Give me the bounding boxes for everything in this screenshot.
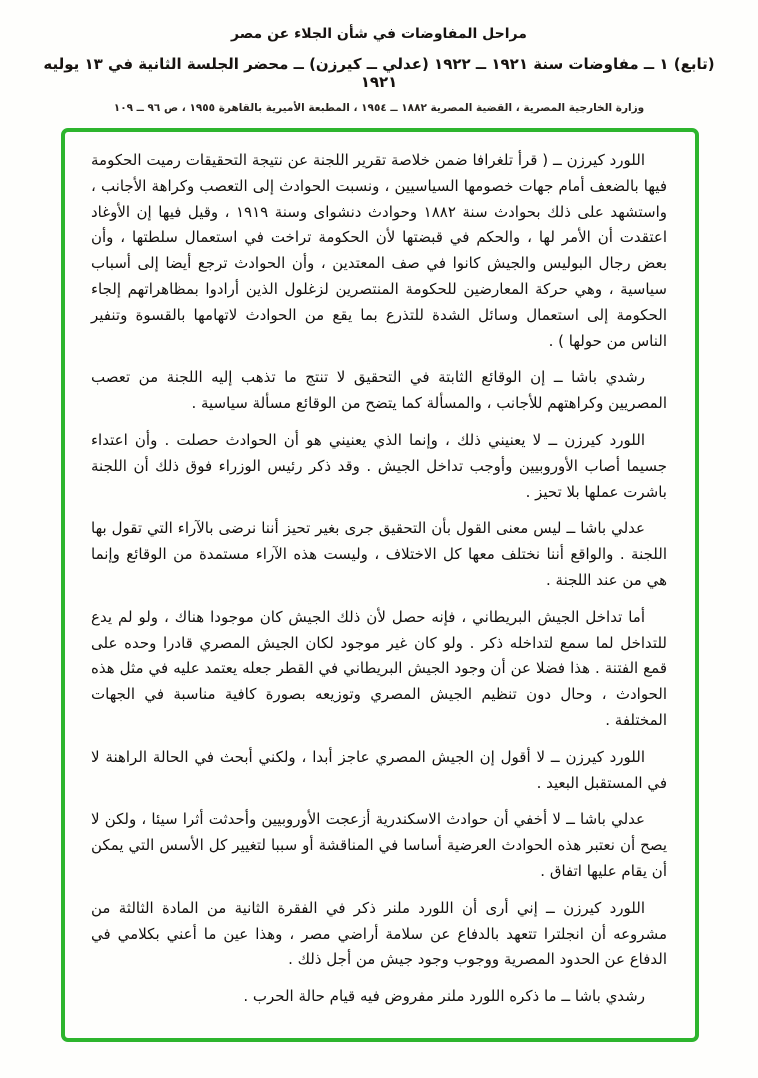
paragraph-lord-curzon-report: اللورد كيرزن ــ ( قرأ تلغرافا ضمن خلاصة تقرير اللجنة عن نتيجة التحقيقات رميت الحكومة فيها بالضعف أمام جهات خصومها السياسيين ، ونسبت الحوادث إلى التعصب وكراهة الأجانب ، واستشهد على ذلك بحوادث سنة ١٨٨٢ وحوادث دنشواى وسنة ١٩١٩ ، وقيل فيها إن الأوغاد اعتقدت أن الأمر لها ، والحكم في قبضتها لأن الحكومة تراخت في استعمال سلطتها ، وأن بعض رجال البوليس والجيش كانوا في صف المعتدين ، وأن الحوادث ترجع أيضا إلى أسباب سياسية ، وهي حركة المعارضين للحكومة المنتصرين لزغلول الذين أرادوا بمظاهراتهم إلجاء الحكومة إلى استعمال وسائل الشدة للتذرع بما يقع من الحوادث لاتهامها بالقسوة وتنفير الناس من حولها ) . [91,151,667,350]
paragraph-lord-curzon-milner: اللورد كيرزن ــ إني أرى أن اللورد ملنر ذكر في الفقرة الثانية من المادة الثالثة من مشروعه أن انجلترا تتعهد بالدفاع عن سلامة أراضي مصر ، وهذا عين ما أعني بكلامي في الدفاع عن الحدود المصرية ووجوب وجود جيش من أجل ذلك . [91,898,667,969]
paragraph-lord-curzon-3: اللورد كيرزن ــ لا أقول إن الجيش المصري عاجز أبدا ، ولكني أبحث في الحالة الراهنة لا في المستقبل البعيد . [91,747,667,792]
paragraph-lord-curzon-2: اللورد كيرزن ــ لا يعنيني ذلك ، وإنما الذي يعنيني هو أن الحوادث حصلت . وأن اعتداء جسيما أصاب الأوروبيين وأوجب تداخل الجيش . وقد ذكر رئيس الوزراء فوق ذلك أن اللجنة باشرت عملها بلا تحيز . [91,430,667,501]
green-highlight-box [61,128,699,1042]
paragraph-adli-pasha-2: عدلي باشا ــ لا أخفي أن حوادث الاسكندرية أزعجت الأوروبيين وأحدثت أثرا سيئا ، ولكن لا يصح أن نعتبر هذه الحوادث العرضية أساسا في المناقشة أو سببا لتغيير كل الأسس التي يمكن أن يقام عليها اتفاق . [91,810,667,880]
document-subtitle: (تابع) ١ ــ مفاوضات سنة ١٩٢١ ــ ١٩٢٢ (عدلي ــ كيرزن) ــ محضر الجلسة الثانية في ١٣ يوليه ١٩٢١ [43,55,715,91]
paragraph-adli-pasha-army: أما تداخل الجيش البريطاني ، فإنه حصل لأن ذلك الجيش كان موجودا هناك ، ولو لم يدع للتداخل لما سمع لتداخله ذكر . ولو كان غير موجود لكان الجيش المصري قادرا وحده على قمع الفتنة . هذا فضلا عن أن وجود الجيش البريطاني في القطر جعله يعتمد عليه في مثل هذه الحوادث ، وحال دون تنظيم الجيش المصري وتوزيعه بصورة كافية مناسبة في الجهات المختلفة . [91,607,667,729]
source-citation: وزارة الخارجية المصرية ، القضية المصرية ١٨٨٢ ــ ١٩٥٤ ، المطبعة الأميرية بالقاهرة ١٩٥٥ ، ص ٩٦ ــ ١٠٩ [113,102,645,114]
page-header [0,0,758,114]
paragraph-adli-pasha-1: عدلي باشا ــ ليس معنى القول بأن التحقيق جرى بغير تحيز أننا نرضى بالآراء التي تقول بها اللجنة . والواقع أننا نختلف معها كل الاختلاف ، وليست هذه الآراء مستمدة من الوقائع وإنما هي من عند اللجنة . [91,519,667,589]
document-title: مراحل المفاوضات في شأن الجلاء عن مصر [231,26,527,42]
paragraph-rushdi-pasha-1: رشدي باشا ــ إن الوقائع الثابتة في التحقيق لا تنتج ما تذهب إليه اللجنة من تعصب المصريين وكراهتهم للأجانب ، والمسألة كما يتضح من الوقائع مسألة سياسية . [91,368,667,413]
paragraph-rushdi-pasha-2: رشدي باشا ــ ما ذكره اللورد ملنر مفروض فيه قيام حالة الحرب . [243,987,645,1006]
